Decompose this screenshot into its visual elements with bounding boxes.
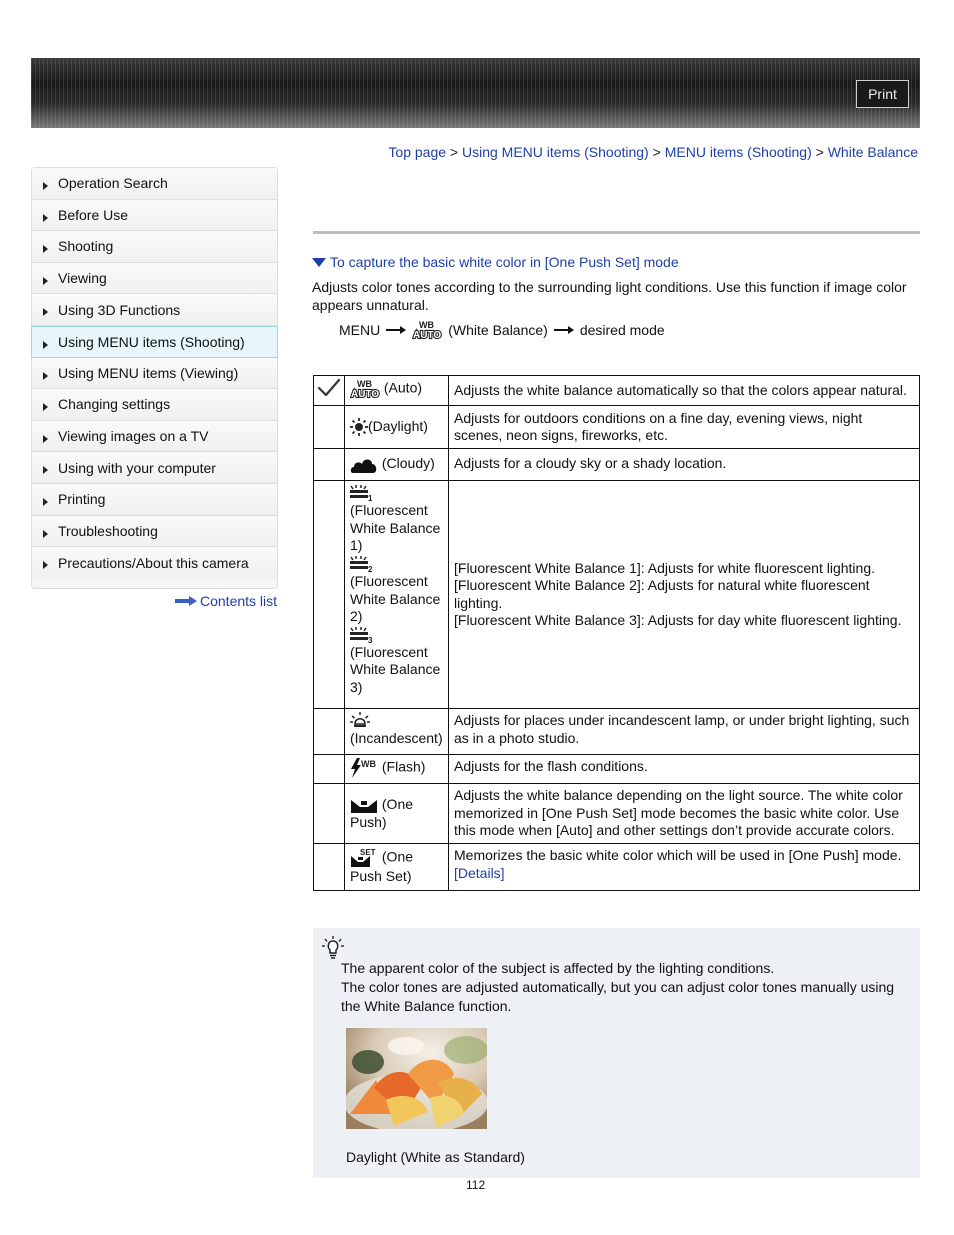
header-bar	[31, 58, 920, 128]
hint-box	[313, 928, 920, 1178]
sidebar-item-viewing-tv[interactable]	[32, 421, 277, 453]
sidebar-item-label: Changing settings	[58, 396, 171, 413]
mode-desc-cell	[449, 709, 920, 755]
wb-auto-icon	[412, 320, 442, 340]
fluorescent-3-icon	[350, 626, 374, 644]
mode-desc-cell	[449, 376, 920, 406]
mode-desc-cell	[449, 481, 920, 709]
lightbulb-hint-icon	[322, 936, 344, 960]
sidebar-item-precautions[interactable]	[32, 547, 277, 579]
hint-text	[341, 959, 911, 1016]
svg-text:WB: WB	[357, 379, 372, 389]
one-push-icon	[350, 796, 378, 814]
check-cell	[314, 376, 345, 406]
sidebar-item-computer[interactable]	[32, 452, 277, 484]
mode-name-cell	[345, 449, 449, 481]
mode-description: Adjusts for a cloudy sky or a shady location.	[454, 455, 727, 471]
mode-name-cell	[345, 709, 449, 755]
arrow-right-icon	[43, 530, 48, 538]
white-balance-modes-table	[313, 375, 920, 891]
svg-text:SET: SET	[360, 848, 376, 858]
triangle-down-icon	[312, 258, 326, 267]
mode-description: Memorizes the basic white color which will be used in [One Push] mode.	[454, 847, 902, 863]
section-link[interactable]	[312, 254, 679, 270]
mode-name: (Cloudy)	[381, 455, 435, 472]
mode-name-cell	[345, 844, 449, 891]
svg-text:WB: WB	[419, 320, 435, 330]
sidebar-item-troubleshooting[interactable]	[32, 516, 277, 548]
mode-description: Adjusts for the flash conditions.	[454, 758, 648, 774]
sidebar-item-label: Using with your computer	[58, 459, 216, 476]
sidebar-item-label: Operation Search	[58, 175, 168, 192]
sidebar-item-label: Printing	[58, 491, 106, 508]
fluorescent-1-icon	[350, 484, 374, 502]
mode-name-cell	[345, 376, 449, 406]
wb-auto-icon	[350, 379, 380, 399]
print-button[interactable]: Print	[856, 80, 909, 108]
menu-label: MENU	[339, 322, 381, 338]
arrow-right-icon	[175, 596, 197, 606]
table-row	[314, 449, 920, 481]
mode-desc-cell	[449, 784, 920, 844]
mode-name: (One Push Set)	[350, 848, 414, 885]
breadcrumb-separator: >	[449, 144, 459, 160]
sidebar-item-printing[interactable]	[32, 484, 277, 516]
breadcrumb-top-page[interactable]: Top page	[388, 144, 447, 160]
contents-list-label: Contents list	[200, 593, 278, 609]
sidebar-item-label: Before Use	[58, 206, 129, 223]
svg-text:AUTO: AUTO	[413, 330, 442, 340]
sidebar-item-menu-viewing[interactable]	[32, 358, 277, 390]
mode-description: Adjusts the white balance depending on the light source. The white color memorized in [One Push Set] mode becomes the basic white color. Use this mode when [Auto] and other settings don’t provide accurate colors.	[454, 787, 903, 838]
flash-wb-icon	[350, 758, 378, 778]
mode-desc-cell	[449, 844, 920, 891]
arrow-right-icon	[43, 372, 48, 380]
food-photo-image	[346, 1028, 487, 1129]
mode-name-cell	[345, 406, 449, 449]
sidebar-item-operation-search[interactable]	[32, 168, 277, 200]
check-cell	[314, 784, 345, 844]
arrow-right-icon	[43, 245, 48, 253]
check-cell	[314, 755, 345, 784]
sidebar-item-viewing[interactable]	[32, 263, 277, 295]
mode-name: (Fluorescent White Balance 3)	[350, 643, 441, 695]
check-cell	[314, 449, 345, 481]
sidebar-item-label: Shooting	[58, 238, 114, 255]
arrow-right-icon	[554, 326, 574, 334]
arrow-right-icon	[43, 277, 48, 285]
sidebar-item-label: Viewing images on a TV	[58, 428, 209, 445]
svg-text:1: 1	[368, 494, 373, 503]
arrow-right-icon	[43, 498, 48, 506]
check-cell	[314, 406, 345, 449]
mode-description: [Fluorescent White Balance 2]: Adjusts for natural white fluorescent lighting.	[454, 577, 870, 611]
incandescent-icon	[350, 712, 370, 730]
mode-desc-cell	[449, 755, 920, 784]
photo-caption: Daylight (White as Standard)	[346, 1149, 525, 1165]
sidebar-item-label: Using MENU items (Shooting)	[58, 333, 245, 350]
checkmark-icon	[317, 377, 341, 399]
table-row	[314, 784, 920, 844]
mode-name-cell	[345, 755, 449, 784]
svg-text:WB: WB	[361, 759, 376, 769]
mode-name: (Flash)	[381, 758, 426, 775]
table-row	[314, 844, 920, 891]
svg-text:3: 3	[368, 635, 373, 644]
table-row	[314, 709, 920, 755]
table-row	[314, 406, 920, 449]
menu-path	[339, 320, 665, 340]
mode-name-cell	[345, 481, 449, 709]
check-cell	[314, 481, 345, 709]
breadcrumb-using-menu-shooting[interactable]: Using MENU items (Shooting)	[462, 144, 649, 160]
arrow-right-icon	[43, 308, 48, 316]
menu-target-label: desired mode	[579, 322, 665, 338]
mode-name: (Auto)	[383, 379, 423, 396]
page-number: 112	[466, 1178, 486, 1192]
hint-line: The color tones are adjusted automatically, but you can adjust color tones manually using the White Balance function.	[341, 979, 895, 1014]
svg-text:2: 2	[368, 565, 373, 574]
fluorescent-2-icon	[350, 555, 374, 573]
cloudy-icon	[350, 456, 378, 474]
arrow-right-icon	[43, 214, 48, 222]
mode-description: [Fluorescent White Balance 3]: Adjusts for day white fluorescent lighting.	[454, 612, 902, 628]
sidebar-item-label: Using 3D Functions	[58, 301, 181, 318]
breadcrumb-menu-items-shooting[interactable]: MENU items (Shooting)	[664, 144, 812, 160]
mode-description: Adjusts for outdoors conditions on a fine day, evening views, night scenes, neon signs, fireworks, etc.	[454, 409, 863, 443]
sidebar-item-3d-functions[interactable]	[32, 294, 277, 326]
arrow-right-icon	[43, 182, 48, 190]
table-row	[314, 481, 920, 709]
table-row	[314, 755, 920, 784]
mode-name: (Fluorescent White Balance 2)	[350, 573, 441, 625]
check-cell	[314, 709, 345, 755]
mode-desc-cell	[449, 406, 920, 449]
arrow-right-icon	[386, 326, 406, 334]
arrow-right-icon	[43, 561, 48, 569]
breadcrumb-separator: >	[815, 144, 824, 160]
section-title: To capture the basic white color in [One Push Set] mode	[330, 254, 679, 270]
table-row	[314, 376, 920, 406]
mode-name: (One Push)	[350, 795, 414, 830]
breadcrumb	[388, 144, 918, 160]
one-push-set-icon	[350, 848, 378, 868]
breadcrumb-separator: >	[652, 144, 661, 160]
arrow-right-icon	[43, 403, 48, 411]
check-cell	[314, 844, 345, 891]
mode-description: Adjusts for places under incandescent lamp, or under bright lighting, such as in a photo studio.	[454, 712, 910, 746]
mode-name: (Fluorescent White Balance 1)	[350, 502, 441, 554]
menu-item-label: (White Balance)	[448, 322, 548, 338]
mode-description: [Fluorescent White Balance 1]: Adjusts for white fluorescent lighting.	[454, 559, 875, 576]
details-link[interactable]: [Details]	[454, 864, 505, 881]
sidebar-item-label: Viewing	[58, 270, 107, 287]
sidebar-item-label: Precautions/About this camera	[58, 554, 249, 571]
sample-photo	[346, 1028, 487, 1129]
arrow-right-icon	[43, 341, 48, 349]
sidebar-item-menu-shooting[interactable]	[31, 326, 278, 358]
contents-list-link[interactable]	[175, 593, 277, 609]
title-divider	[313, 231, 920, 234]
hint-line: The apparent color of the subject is affected by the lighting conditions.	[341, 960, 775, 976]
sidebar-item-changing-settings[interactable]	[32, 389, 277, 421]
sidebar-item-label: Troubleshooting	[58, 522, 158, 539]
svg-text:AUTO: AUTO	[351, 389, 380, 399]
sidebar-item-label: Using MENU items (Viewing)	[58, 364, 239, 381]
arrow-right-icon	[43, 466, 48, 474]
mode-desc-cell	[449, 449, 920, 481]
mode-name-cell	[345, 784, 449, 844]
daylight-icon	[350, 418, 368, 436]
section-description: Adjusts color tones according to the surrounding light conditions. Use this function if image color appears unnatural.	[312, 279, 907, 313]
mode-description: Adjusts the white balance automatically so that the colors appear natural.	[454, 381, 907, 398]
breadcrumb-white-balance[interactable]: White Balance	[827, 144, 918, 160]
mode-name: (Daylight)	[368, 417, 428, 434]
sidebar-item-before-use[interactable]	[32, 200, 277, 232]
mode-name: (Incandescent)	[350, 730, 443, 747]
sidebar-nav	[31, 167, 278, 589]
sidebar-item-shooting[interactable]	[32, 231, 277, 263]
arrow-right-icon	[43, 435, 48, 443]
